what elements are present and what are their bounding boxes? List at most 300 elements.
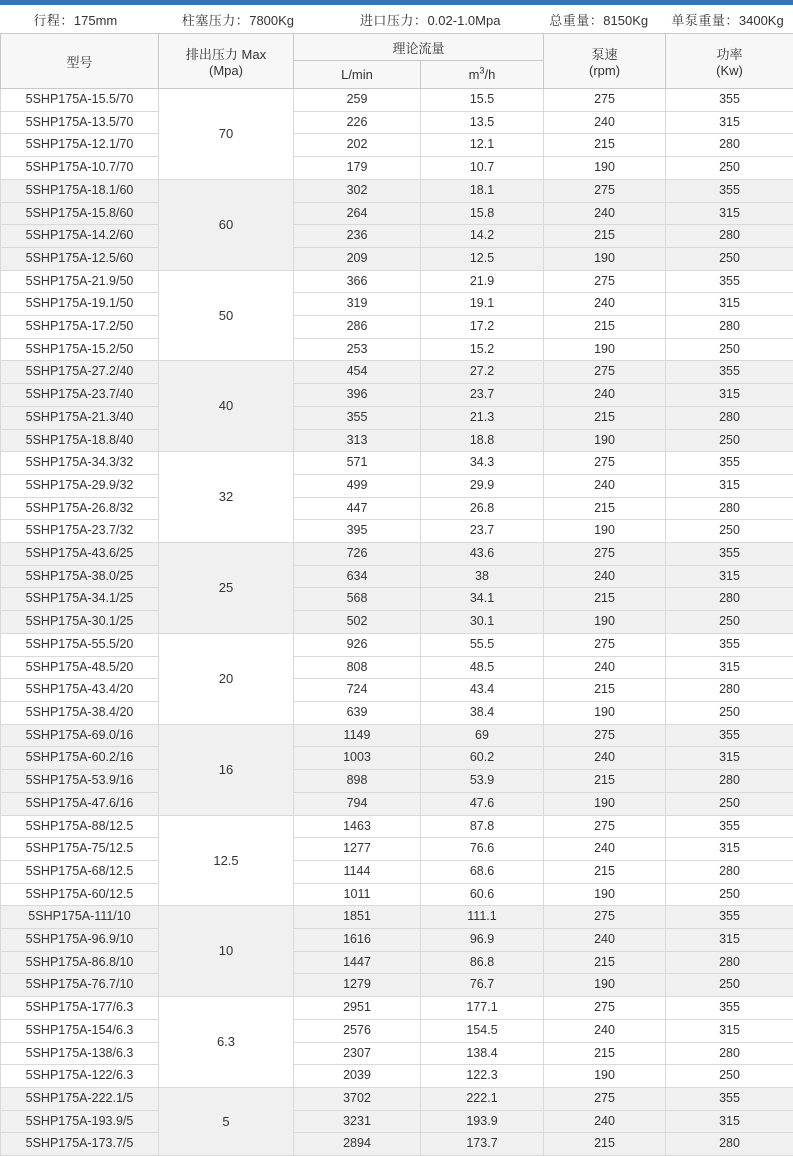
flow-lmin-cell: 499 — [294, 474, 421, 497]
model-cell: 5SHP175A-15.5/70 — [1, 89, 159, 112]
flow-m3h-cell: 48.5 — [421, 656, 544, 679]
model-cell: 5SHP175A-10.7/70 — [1, 157, 159, 180]
flow-lmin-cell: 236 — [294, 225, 421, 248]
model-cell: 5SHP175A-14.2/60 — [1, 225, 159, 248]
pressure-group-cell: 20 — [159, 633, 294, 724]
flow-lmin-cell: 502 — [294, 611, 421, 634]
power-cell: 250 — [666, 974, 793, 997]
power-cell: 355 — [666, 270, 793, 293]
pressure-group-cell: 5 — [159, 1087, 294, 1155]
flow-lmin-cell: 1851 — [294, 906, 421, 929]
table-row — [1, 724, 793, 747]
power-cell: 315 — [666, 474, 793, 497]
model-cell: 5SHP175A-23.7/32 — [1, 520, 159, 543]
model-cell: 5SHP175A-48.5/20 — [1, 656, 159, 679]
power-cell: 280 — [666, 588, 793, 611]
header-row-1 — [1, 34, 793, 61]
table-row — [1, 89, 793, 112]
power-cell: 355 — [666, 179, 793, 202]
model-cell: 5SHP175A-88/12.5 — [1, 815, 159, 838]
flow-m3h-cell: 76.7 — [421, 974, 544, 997]
single-pump-weight-value: 3400Kg — [739, 13, 784, 28]
table-row — [1, 497, 793, 520]
pump-speed-line1: 泵速 — [544, 44, 665, 63]
flow-lmin-cell: 264 — [294, 202, 421, 225]
flow-lmin-cell: 226 — [294, 111, 421, 134]
pump-speed-cell: 240 — [544, 838, 666, 861]
flow-lmin-cell: 1279 — [294, 974, 421, 997]
power-cell: 355 — [666, 724, 793, 747]
model-cell: 5SHP175A-138/6.3 — [1, 1042, 159, 1065]
flow-m3h-cell: 34.1 — [421, 588, 544, 611]
power-cell: 250 — [666, 611, 793, 634]
pressure-group-cell: 16 — [159, 724, 294, 815]
power-cell: 250 — [666, 792, 793, 815]
flow-m3h-cell: 154.5 — [421, 1019, 544, 1042]
pump-speed-cell: 215 — [544, 406, 666, 429]
model-cell: 5SHP175A-69.0/16 — [1, 724, 159, 747]
power-cell: 355 — [666, 997, 793, 1020]
pump-speed-cell: 215 — [544, 316, 666, 339]
single-pump-weight-label: 单泵重量： — [671, 13, 739, 28]
power-cell: 315 — [666, 747, 793, 770]
table-row — [1, 429, 793, 452]
model-cell: 5SHP175A-15.2/50 — [1, 338, 159, 361]
power-cell: 280 — [666, 406, 793, 429]
flow-lmin-cell: 724 — [294, 679, 421, 702]
flow-lmin-cell: 808 — [294, 656, 421, 679]
power-cell: 280 — [666, 134, 793, 157]
flow-m3h-cell: 43.6 — [421, 543, 544, 566]
flow-m3h-cell: 34.3 — [421, 452, 544, 475]
flow-lmin-cell: 898 — [294, 770, 421, 793]
pressure-group-cell: 6.3 — [159, 997, 294, 1088]
pressure-group-cell: 12.5 — [159, 815, 294, 906]
column-header-flow-m3h — [421, 61, 544, 89]
flow-lmin-cell: 209 — [294, 247, 421, 270]
model-cell: 5SHP175A-21.3/40 — [1, 406, 159, 429]
flow-lmin-cell: 2894 — [294, 1133, 421, 1156]
power-cell: 280 — [666, 679, 793, 702]
flow-lmin-cell: 396 — [294, 384, 421, 407]
model-cell: 5SHP175A-12.5/60 — [1, 247, 159, 270]
inlet-pressure-label: 进口压力： — [360, 13, 428, 28]
flow-m3h-cell: 13.5 — [421, 111, 544, 134]
table-row — [1, 1065, 793, 1088]
flow-m3h-cell: 12.5 — [421, 247, 544, 270]
model-cell: 5SHP175A-222.1/5 — [1, 1087, 159, 1110]
flow-lmin-cell: 286 — [294, 316, 421, 339]
flow-lmin-cell: 726 — [294, 543, 421, 566]
power-cell: 315 — [666, 565, 793, 588]
table-row — [1, 1019, 793, 1042]
flow-lmin-cell: 926 — [294, 633, 421, 656]
power-cell: 250 — [666, 1065, 793, 1088]
model-cell: 5SHP175A-43.6/25 — [1, 543, 159, 566]
pressure-group-cell: 70 — [159, 89, 294, 180]
model-cell: 5SHP175A-21.9/50 — [1, 270, 159, 293]
pump-speed-cell: 275 — [544, 815, 666, 838]
pump-speed-cell: 240 — [544, 656, 666, 679]
power-cell: 315 — [666, 656, 793, 679]
table-row — [1, 316, 793, 339]
power-cell: 355 — [666, 1087, 793, 1110]
flow-lmin-cell: 366 — [294, 270, 421, 293]
flow-lmin-cell: 313 — [294, 429, 421, 452]
pump-speed-cell: 190 — [544, 1065, 666, 1088]
model-cell: 5SHP175A-60/12.5 — [1, 883, 159, 906]
power-cell: 355 — [666, 543, 793, 566]
flow-m3h-cell: 193.9 — [421, 1110, 544, 1133]
table-row — [1, 951, 793, 974]
flow-lmin-cell: 253 — [294, 338, 421, 361]
flow-m3h-cell: 21.9 — [421, 270, 544, 293]
power-cell: 250 — [666, 883, 793, 906]
table-row — [1, 293, 793, 316]
info-item-plunger-load — [151, 10, 325, 29]
power-cell: 280 — [666, 316, 793, 339]
power-cell: 280 — [666, 951, 793, 974]
pump-speed-cell: 190 — [544, 429, 666, 452]
flow-m3h-cell: 55.5 — [421, 633, 544, 656]
table-row — [1, 247, 793, 270]
power-cell: 355 — [666, 452, 793, 475]
flow-lmin-cell: 634 — [294, 565, 421, 588]
flow-lmin-cell: 259 — [294, 89, 421, 112]
total-weight-value: 8150Kg — [603, 13, 648, 28]
table-row — [1, 701, 793, 724]
table-row — [1, 338, 793, 361]
plunger-load-label: 柱塞压力： — [182, 13, 250, 28]
model-cell: 5SHP175A-173.7/5 — [1, 1133, 159, 1156]
model-cell: 5SHP175A-68/12.5 — [1, 860, 159, 883]
pump-speed-cell: 275 — [544, 543, 666, 566]
table-row — [1, 1133, 793, 1156]
model-cell: 5SHP175A-111/10 — [1, 906, 159, 929]
model-cell: 5SHP175A-12.1/70 — [1, 134, 159, 157]
flow-m3h-cell: 38 — [421, 565, 544, 588]
power-cell: 315 — [666, 202, 793, 225]
column-header-pump-speed — [544, 34, 666, 89]
column-header-discharge-pressure — [159, 34, 294, 89]
power-cell: 280 — [666, 1133, 793, 1156]
flow-lmin-cell: 1149 — [294, 724, 421, 747]
model-cell: 5SHP175A-76.7/10 — [1, 974, 159, 997]
pump-speed-cell: 275 — [544, 361, 666, 384]
flow-m3h-cell: 60.6 — [421, 883, 544, 906]
pump-speed-line2: (rpm) — [544, 63, 665, 78]
flow-lmin-cell: 3231 — [294, 1110, 421, 1133]
model-cell: 5SHP175A-27.2/40 — [1, 361, 159, 384]
flow-m3h-cell: 96.9 — [421, 929, 544, 952]
flow-lmin-cell: 1277 — [294, 838, 421, 861]
flow-m3h-cell: 18.1 — [421, 179, 544, 202]
pump-speed-cell: 275 — [544, 452, 666, 475]
info-item-total-weight — [535, 10, 662, 29]
model-cell: 5SHP175A-18.8/40 — [1, 429, 159, 452]
table-row — [1, 1110, 793, 1133]
flow-m3h-cell: 27.2 — [421, 361, 544, 384]
m3h-superscript: 3 — [480, 66, 485, 76]
pump-speed-cell: 275 — [544, 1087, 666, 1110]
pressure-group-cell: 25 — [159, 543, 294, 634]
pump-speed-cell: 215 — [544, 225, 666, 248]
model-cell: 5SHP175A-154/6.3 — [1, 1019, 159, 1042]
flow-m3h-cell: 29.9 — [421, 474, 544, 497]
model-cell: 5SHP175A-122/6.3 — [1, 1065, 159, 1088]
model-cell: 5SHP175A-55.5/20 — [1, 633, 159, 656]
table-row — [1, 134, 793, 157]
pump-speed-cell: 215 — [544, 1133, 666, 1156]
flow-m3h-cell: 19.1 — [421, 293, 544, 316]
table-row — [1, 179, 793, 202]
column-header-theoretical-flow: 理论流量 — [294, 34, 544, 61]
flow-m3h-cell: 87.8 — [421, 815, 544, 838]
pump-speed-cell: 275 — [544, 270, 666, 293]
table-row — [1, 929, 793, 952]
pump-speed-cell: 190 — [544, 247, 666, 270]
flow-m3h-cell: 138.4 — [421, 1042, 544, 1065]
info-item-single-pump-weight — [662, 10, 793, 29]
model-cell: 5SHP175A-18.1/60 — [1, 179, 159, 202]
model-cell: 5SHP175A-19.1/50 — [1, 293, 159, 316]
stroke-value: 175mm — [74, 13, 117, 28]
pump-speed-cell: 240 — [544, 1110, 666, 1133]
flow-m3h-cell: 15.8 — [421, 202, 544, 225]
power-cell: 315 — [666, 293, 793, 316]
table-row — [1, 270, 793, 293]
pump-speed-cell: 215 — [544, 497, 666, 520]
pump-speed-cell: 240 — [544, 202, 666, 225]
pump-speed-cell: 215 — [544, 134, 666, 157]
table-row — [1, 543, 793, 566]
pump-speed-cell: 215 — [544, 679, 666, 702]
table-row — [1, 656, 793, 679]
table-row — [1, 384, 793, 407]
flow-lmin-cell: 355 — [294, 406, 421, 429]
table-row — [1, 406, 793, 429]
power-cell: 355 — [666, 633, 793, 656]
flow-m3h-cell: 69 — [421, 724, 544, 747]
table-row — [1, 860, 793, 883]
model-cell: 5SHP175A-13.5/70 — [1, 111, 159, 134]
flow-m3h-cell: 43.4 — [421, 679, 544, 702]
flow-lmin-cell: 794 — [294, 792, 421, 815]
model-cell: 5SHP175A-96.9/10 — [1, 929, 159, 952]
power-cell: 355 — [666, 361, 793, 384]
pump-speed-cell: 275 — [544, 724, 666, 747]
flow-m3h-cell: 14.2 — [421, 225, 544, 248]
column-header-power — [666, 34, 793, 89]
pump-speed-cell: 275 — [544, 89, 666, 112]
pump-speed-cell: 190 — [544, 701, 666, 724]
flow-m3h-cell: 86.8 — [421, 951, 544, 974]
flow-m3h-cell: 21.3 — [421, 406, 544, 429]
power-cell: 280 — [666, 225, 793, 248]
flow-lmin-cell: 1003 — [294, 747, 421, 770]
power-cell: 250 — [666, 429, 793, 452]
flow-m3h-cell: 38.4 — [421, 701, 544, 724]
table-row — [1, 588, 793, 611]
table-row — [1, 838, 793, 861]
plunger-load-value: 7800Kg — [249, 13, 294, 28]
pressure-group-cell: 60 — [159, 179, 294, 270]
model-cell: 5SHP175A-38.0/25 — [1, 565, 159, 588]
pump-speed-cell: 240 — [544, 565, 666, 588]
power-cell: 315 — [666, 111, 793, 134]
pump-speed-cell: 275 — [544, 179, 666, 202]
flow-lmin-cell: 319 — [294, 293, 421, 316]
power-cell: 250 — [666, 247, 793, 270]
pump-speed-cell: 190 — [544, 974, 666, 997]
model-cell: 5SHP175A-60.2/16 — [1, 747, 159, 770]
power-cell: 355 — [666, 906, 793, 929]
power-cell: 280 — [666, 860, 793, 883]
model-cell: 5SHP175A-34.3/32 — [1, 452, 159, 475]
pump-speed-cell: 240 — [544, 293, 666, 316]
flow-m3h-cell: 60.2 — [421, 747, 544, 770]
pump-speed-cell: 190 — [544, 157, 666, 180]
table-row — [1, 906, 793, 929]
m3h-base: m — [469, 67, 480, 82]
discharge-pressure-line1: 排出压力 Max — [159, 44, 293, 63]
total-weight-label: 总重量： — [549, 13, 603, 28]
table-row — [1, 565, 793, 588]
flow-m3h-cell: 15.5 — [421, 89, 544, 112]
flow-lmin-cell: 1447 — [294, 951, 421, 974]
table-row — [1, 474, 793, 497]
table-row — [1, 747, 793, 770]
inlet-pressure-value: 0.02-1.0Mpa — [427, 13, 500, 28]
table-row — [1, 225, 793, 248]
pump-spec-table — [0, 33, 793, 1156]
flow-m3h-cell: 76.6 — [421, 838, 544, 861]
model-cell: 5SHP175A-23.7/40 — [1, 384, 159, 407]
power-cell: 315 — [666, 1019, 793, 1042]
pump-speed-cell: 190 — [544, 792, 666, 815]
power-cell: 280 — [666, 1042, 793, 1065]
pump-speed-cell: 275 — [544, 997, 666, 1020]
table-row — [1, 361, 793, 384]
pump-speed-cell: 215 — [544, 588, 666, 611]
m3h-rest: /h — [485, 67, 496, 82]
pump-speed-cell: 240 — [544, 474, 666, 497]
flow-lmin-cell: 395 — [294, 520, 421, 543]
table-row — [1, 1087, 793, 1110]
pump-speed-cell: 190 — [544, 338, 666, 361]
power-cell: 250 — [666, 338, 793, 361]
model-cell: 5SHP175A-17.2/50 — [1, 316, 159, 339]
flow-m3h-cell: 17.2 — [421, 316, 544, 339]
flow-lmin-cell: 1011 — [294, 883, 421, 906]
spec-info-bar — [0, 5, 793, 33]
pump-speed-cell: 190 — [544, 520, 666, 543]
table-row — [1, 770, 793, 793]
pressure-group-cell: 40 — [159, 361, 294, 452]
flow-lmin-cell: 571 — [294, 452, 421, 475]
table-row — [1, 520, 793, 543]
flow-lmin-cell: 179 — [294, 157, 421, 180]
flow-lmin-cell: 2307 — [294, 1042, 421, 1065]
flow-lmin-cell: 302 — [294, 179, 421, 202]
pump-speed-cell: 240 — [544, 1019, 666, 1042]
model-cell: 5SHP175A-30.1/25 — [1, 611, 159, 634]
power-cell: 355 — [666, 89, 793, 112]
model-cell: 5SHP175A-34.1/25 — [1, 588, 159, 611]
flow-lmin-cell: 1616 — [294, 929, 421, 952]
pump-speed-cell: 215 — [544, 1042, 666, 1065]
model-cell: 5SHP175A-193.9/5 — [1, 1110, 159, 1133]
power-cell: 355 — [666, 815, 793, 838]
pump-speed-cell: 240 — [544, 929, 666, 952]
power-cell: 315 — [666, 838, 793, 861]
power-cell: 250 — [666, 701, 793, 724]
discharge-pressure-line2: (Mpa) — [159, 63, 293, 78]
power-line2: (Kw) — [666, 63, 793, 78]
flow-m3h-cell: 122.3 — [421, 1065, 544, 1088]
power-cell: 250 — [666, 520, 793, 543]
info-item-inlet-pressure — [325, 10, 535, 29]
info-item-stroke — [0, 10, 151, 29]
flow-m3h-cell: 23.7 — [421, 384, 544, 407]
flow-m3h-cell: 26.8 — [421, 497, 544, 520]
flow-lmin-cell: 454 — [294, 361, 421, 384]
pump-speed-cell: 240 — [544, 111, 666, 134]
flow-m3h-cell: 47.6 — [421, 792, 544, 815]
pump-speed-cell: 215 — [544, 770, 666, 793]
model-cell: 5SHP175A-43.4/20 — [1, 679, 159, 702]
flow-m3h-cell: 15.2 — [421, 338, 544, 361]
pump-speed-cell: 190 — [544, 611, 666, 634]
pressure-group-cell: 50 — [159, 270, 294, 361]
flow-m3h-cell: 68.6 — [421, 860, 544, 883]
flow-lmin-cell: 3702 — [294, 1087, 421, 1110]
pump-speed-cell: 275 — [544, 633, 666, 656]
power-cell: 250 — [666, 157, 793, 180]
table-row — [1, 1042, 793, 1065]
flow-lmin-cell: 2039 — [294, 1065, 421, 1088]
column-header-model: 型号 — [1, 34, 159, 89]
model-cell: 5SHP175A-75/12.5 — [1, 838, 159, 861]
table-row — [1, 611, 793, 634]
column-header-flow-lmin: L/min — [294, 61, 421, 89]
pump-speed-cell: 215 — [544, 951, 666, 974]
pump-speed-cell: 190 — [544, 883, 666, 906]
spec-table-body — [1, 89, 793, 1156]
model-cell: 5SHP175A-53.9/16 — [1, 770, 159, 793]
flow-m3h-cell: 173.7 — [421, 1133, 544, 1156]
model-cell: 5SHP175A-86.8/10 — [1, 951, 159, 974]
model-cell: 5SHP175A-26.8/32 — [1, 497, 159, 520]
flow-m3h-cell: 53.9 — [421, 770, 544, 793]
flow-lmin-cell: 2951 — [294, 997, 421, 1020]
stroke-label: 行程： — [33, 13, 74, 28]
model-cell: 5SHP175A-15.8/60 — [1, 202, 159, 225]
power-cell: 280 — [666, 770, 793, 793]
flow-m3h-cell: 23.7 — [421, 520, 544, 543]
table-row — [1, 202, 793, 225]
power-cell: 280 — [666, 497, 793, 520]
power-cell: 315 — [666, 384, 793, 407]
pump-speed-cell: 240 — [544, 747, 666, 770]
table-row — [1, 974, 793, 997]
table-row — [1, 452, 793, 475]
table-row — [1, 815, 793, 838]
power-cell: 315 — [666, 1110, 793, 1133]
power-cell: 315 — [666, 929, 793, 952]
pump-speed-cell: 240 — [544, 384, 666, 407]
pump-speed-cell: 215 — [544, 860, 666, 883]
